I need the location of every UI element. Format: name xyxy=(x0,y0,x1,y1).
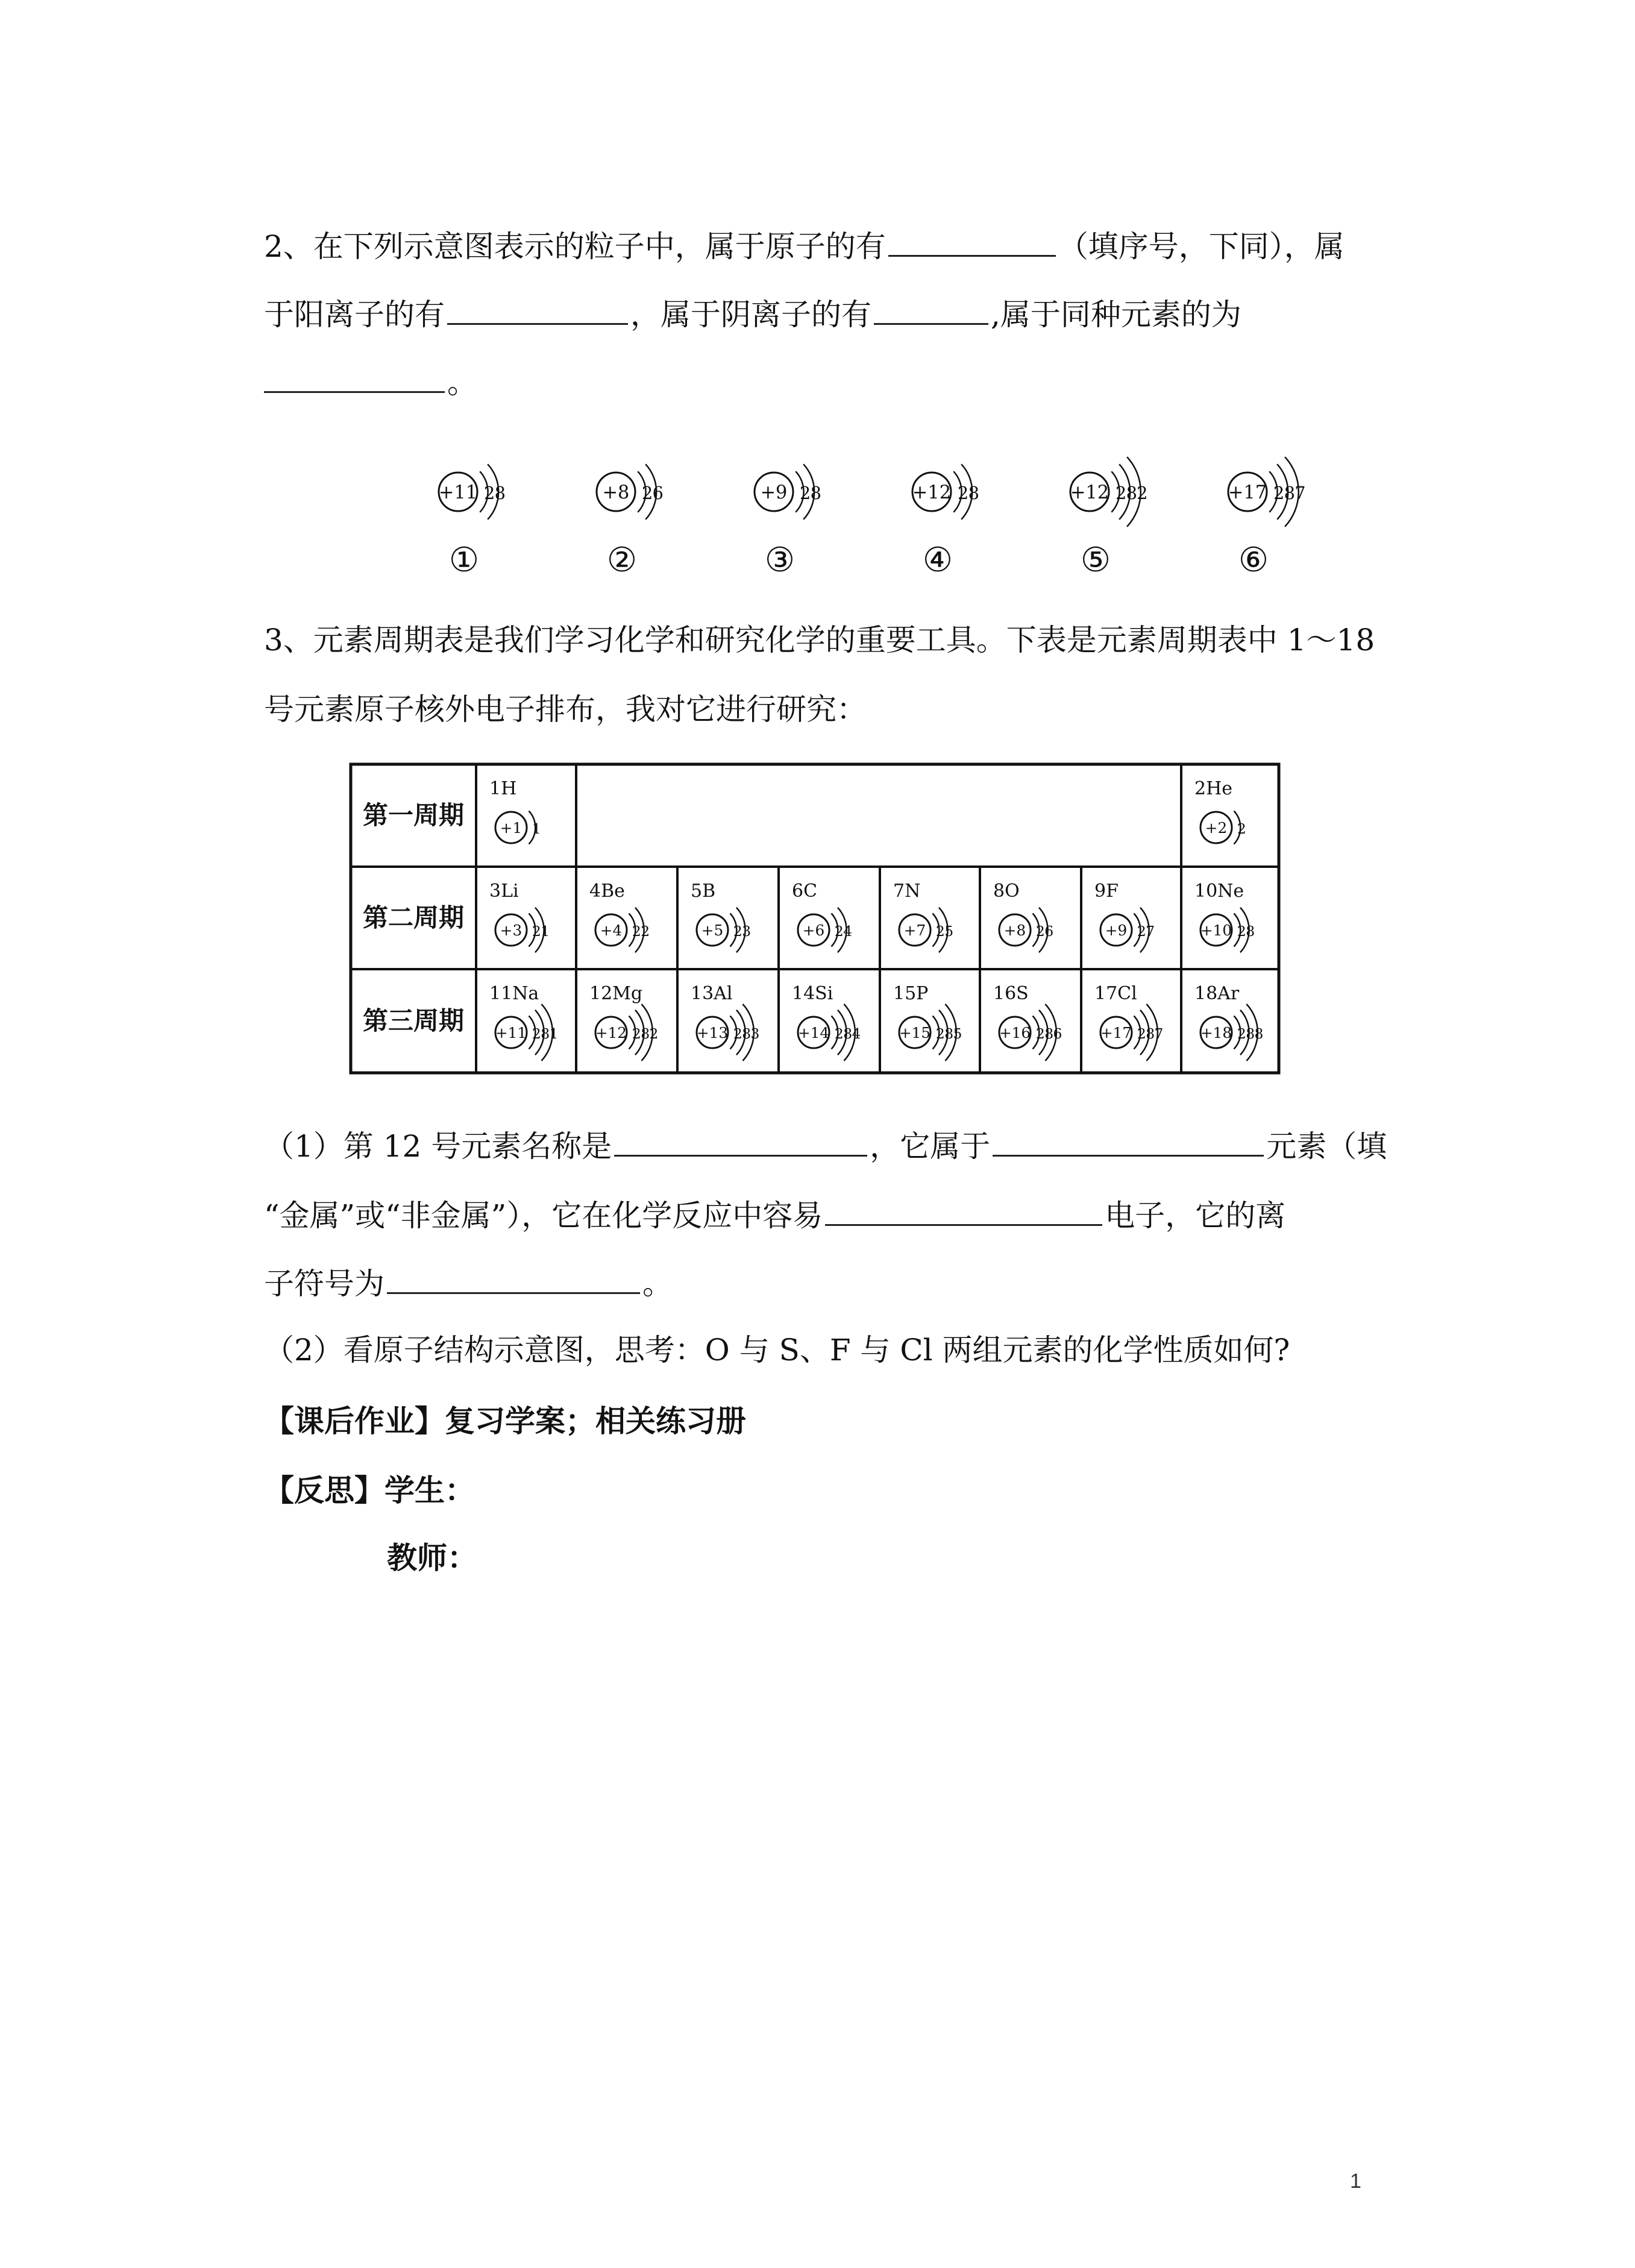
element-symbol: 2He xyxy=(1194,778,1233,799)
shell-electron-count: 2 xyxy=(1137,922,1146,940)
shell-electron-count: 2 xyxy=(1035,1025,1045,1042)
shell-electron-count: 8 xyxy=(742,1025,752,1042)
shell-electron-count: 2 xyxy=(1137,1025,1146,1042)
shell-electron-count: 2 xyxy=(1273,483,1285,504)
atom-structure xyxy=(595,1004,658,1061)
atom-structure xyxy=(439,464,506,520)
shell-electron-count: 3 xyxy=(750,1025,760,1042)
shell-electron-count: 8 xyxy=(1254,1025,1264,1042)
nucleus-charge: +17 xyxy=(1100,1024,1132,1042)
shell-electron-count: 2 xyxy=(1137,483,1148,504)
element-symbol: 1H xyxy=(489,778,517,799)
nucleus-charge: +14 xyxy=(797,1024,830,1042)
shell-electron-count: 2 xyxy=(733,1025,742,1042)
atom-structure xyxy=(798,1004,861,1061)
shell-electron-count: 2 xyxy=(1035,922,1045,940)
shell-electron-count: 8 xyxy=(1146,1025,1155,1042)
atom-structure xyxy=(697,908,751,952)
atom-structure xyxy=(755,464,821,520)
shell-electron-count: 1 xyxy=(532,820,541,837)
atom-structure xyxy=(1228,457,1306,527)
q2-line1 xyxy=(264,227,1385,265)
q3-sub1-text-2: ，它属于 xyxy=(870,1129,991,1164)
nucleus-charge: +18 xyxy=(1200,1024,1232,1042)
shell-electron-count: 2 xyxy=(532,922,541,940)
shell-electron-count: 2 xyxy=(935,1025,945,1042)
atom-structure xyxy=(697,1004,759,1061)
answer-blank-metal-type[interactable] xyxy=(993,1127,1264,1157)
element-symbol: 13Al xyxy=(691,983,733,1004)
shell-electron-count: 1 xyxy=(541,922,550,940)
shell-electron-count: 2 xyxy=(483,483,495,504)
shell-electron-count: 6 xyxy=(1053,1025,1062,1042)
q2-line3 xyxy=(264,363,1385,401)
element-symbol: 3Li xyxy=(489,881,519,902)
particle-label: ① xyxy=(448,541,480,580)
element-symbol: 16S xyxy=(993,983,1029,1004)
particle-label: ③ xyxy=(764,541,796,580)
q3-sub1-line2 xyxy=(264,1196,1385,1234)
atom-structure xyxy=(1100,908,1155,952)
q3-sub1-line1 xyxy=(264,1127,1385,1164)
q2-text-2: （填序号，下同），属 xyxy=(1058,229,1345,264)
shell-electron-count: 6 xyxy=(652,483,664,504)
shell-electron-count: 2 xyxy=(1237,1025,1246,1042)
q2-text-1: 2、在下列示意图表示的粒子中，属于原子的有 xyxy=(264,229,886,264)
element-symbol: 11Na xyxy=(489,983,539,1004)
nucleus-charge: +16 xyxy=(999,1024,1031,1042)
shell-electron-count: 8 xyxy=(641,1025,650,1042)
answer-blank-atoms[interactable] xyxy=(888,227,1056,257)
q3-line2: 号元素原子核外电子排布，我对它进行研究： xyxy=(264,692,867,727)
element-symbol: 12Mg xyxy=(589,983,643,1004)
reflection-teacher: 教师： xyxy=(387,1540,477,1575)
shell-electron-count: 2 xyxy=(733,922,742,940)
shell-electron-count: 7 xyxy=(1146,922,1155,940)
atom-structure xyxy=(495,908,550,952)
shell-electron-count: 6 xyxy=(1044,922,1054,940)
q2-line2 xyxy=(264,295,1385,333)
shell-electron-count: 1 xyxy=(549,1025,559,1042)
shell-electron-count: 7 xyxy=(1295,483,1306,504)
atom-structure xyxy=(798,908,852,952)
homework-text: 复习学案；相关练习册 xyxy=(445,1403,746,1439)
nucleus-charge: +3 xyxy=(500,922,523,940)
answer-blank-element-name[interactable] xyxy=(614,1127,867,1157)
answer-blank-same-element[interactable] xyxy=(264,363,445,393)
shell-electron-count: 5 xyxy=(953,1025,962,1042)
shell-electron-count: 7 xyxy=(1154,1025,1164,1042)
atom-structure xyxy=(597,464,664,520)
atom-structure xyxy=(999,1004,1062,1061)
nucleus-charge: +12 xyxy=(1070,482,1109,504)
q3-sub1-text-7: 。 xyxy=(642,1266,673,1301)
q2-text-3: 于阳离子的有 xyxy=(264,297,445,332)
shell-electron-count: 2 xyxy=(957,483,969,504)
q3-sub1-text-1: （1）第 12 号元素名称是 xyxy=(264,1129,612,1164)
nucleus-charge: +11 xyxy=(495,1024,527,1042)
nucleus-charge: +15 xyxy=(899,1024,931,1042)
shell-electron-count: 2 xyxy=(632,1025,641,1042)
shell-electron-count: 8 xyxy=(944,1025,954,1042)
atom-structure xyxy=(1100,1004,1163,1061)
reflection-line xyxy=(264,1472,1385,1509)
period-label: 第一周期 xyxy=(362,800,465,830)
nucleus-charge: +13 xyxy=(696,1024,729,1042)
element-symbol: 10Ne xyxy=(1194,881,1244,902)
q3-sub1-line3 xyxy=(264,1264,1385,1302)
answer-blank-ion-symbol[interactable] xyxy=(387,1264,640,1294)
element-symbol: 14Si xyxy=(792,983,833,1004)
answer-blank-cations[interactable] xyxy=(447,295,628,325)
atom-structure xyxy=(495,1004,558,1061)
nucleus-charge: +7 xyxy=(903,922,926,940)
nucleus-charge: +4 xyxy=(600,922,623,940)
shell-electron-count: 2 xyxy=(649,1025,659,1042)
shell-electron-count: 8 xyxy=(843,1025,853,1042)
particle-label: ⑥ xyxy=(1238,541,1269,580)
particle-label: ⑤ xyxy=(1080,541,1111,580)
shell-electron-count: 2 xyxy=(834,1025,844,1042)
nucleus-charge: +9 xyxy=(760,482,788,504)
shell-electron-count: 2 xyxy=(641,483,653,504)
atom-structure xyxy=(899,1004,962,1061)
atom-structure xyxy=(912,464,979,520)
q3-sub1-text-6: 子符号为 xyxy=(264,1266,384,1301)
atom-structure xyxy=(1200,811,1246,844)
period-label: 第二周期 xyxy=(362,903,465,932)
q2-text-5: ,属于同种元素的为 xyxy=(991,297,1241,332)
shell-electron-count: 3 xyxy=(742,922,752,940)
element-symbol: 9F xyxy=(1094,881,1119,902)
element-symbol: 18Ar xyxy=(1194,983,1240,1004)
atom-structure xyxy=(595,908,650,952)
shell-electron-count: 2 xyxy=(799,483,811,504)
shell-electron-count: 8 xyxy=(1246,1025,1255,1042)
atom-structure xyxy=(495,811,541,844)
particle-label: ④ xyxy=(922,541,953,580)
q3-sub2: （2）看原子结构示意图，思考：O 与 S、F 与 Cl 两组元素的化学性质如何? xyxy=(264,1333,1290,1368)
homework-label: 【课后作业】 xyxy=(264,1403,445,1439)
shell-electron-count: 2 xyxy=(834,922,844,940)
q2-text-4: ，属于阴离子的有 xyxy=(630,297,871,332)
atom-structure xyxy=(1200,908,1255,952)
periodic-table-diagram xyxy=(351,764,1279,1073)
shell-electron-count: 2 xyxy=(632,922,641,940)
nucleus-charge: +11 xyxy=(438,482,478,504)
shell-electron-count: 2 xyxy=(532,1025,541,1042)
page-number: 1 xyxy=(1350,2170,1361,2193)
element-symbol: 15P xyxy=(893,983,929,1004)
shell-electron-count: 4 xyxy=(852,1025,861,1042)
element-symbol: 4Be xyxy=(589,881,625,902)
nucleus-charge: +1 xyxy=(500,819,523,837)
shell-electron-count: 2 xyxy=(1115,483,1127,504)
particle-label: ② xyxy=(606,541,638,580)
homework-line xyxy=(264,1403,1385,1439)
shell-electron-count: 8 xyxy=(1284,483,1295,504)
atom-structure xyxy=(1200,1004,1263,1061)
q3-sub1-text-4: “金属”或“非金属”），它在化学反应中容易 xyxy=(264,1198,823,1233)
shell-electron-count: 5 xyxy=(944,922,954,940)
shell-electron-count: 2 xyxy=(1237,820,1246,837)
nucleus-charge: +6 xyxy=(802,922,825,940)
shell-electron-count: 2 xyxy=(641,922,650,940)
nucleus-charge: +8 xyxy=(602,482,630,504)
shell-electron-count: 8 xyxy=(541,1025,550,1042)
shell-electron-count: 8 xyxy=(810,483,821,504)
q3-sub1-text-5: 电子，它的离 xyxy=(1105,1198,1286,1233)
q2-text-6: 。 xyxy=(447,365,477,400)
nucleus-charge: +5 xyxy=(701,922,724,940)
shell-electron-count: 2 xyxy=(935,922,945,940)
reflection-label: 【反思】 xyxy=(264,1472,384,1508)
nucleus-charge: +9 xyxy=(1105,922,1128,940)
reflection-student: 学生： xyxy=(384,1472,475,1508)
shell-electron-count: 8 xyxy=(494,483,506,504)
period-label: 第三周期 xyxy=(362,1006,465,1035)
element-symbol: 8O xyxy=(993,881,1020,902)
shell-electron-count: 4 xyxy=(843,922,853,940)
answer-blank-anions[interactable] xyxy=(874,295,988,325)
shell-electron-count: 8 xyxy=(968,483,979,504)
shell-electron-count: 8 xyxy=(1246,922,1255,940)
shell-electron-count: 2 xyxy=(1237,922,1246,940)
atom-structure xyxy=(1070,457,1148,527)
nucleus-charge: +10 xyxy=(1200,922,1232,940)
nucleus-charge: +17 xyxy=(1228,482,1267,504)
element-symbol: 5B xyxy=(691,881,716,902)
nucleus-charge: +12 xyxy=(912,482,952,504)
element-symbol: 6C xyxy=(792,881,818,902)
particle-diagrams xyxy=(422,439,1306,589)
shell-electron-count: 8 xyxy=(1044,1025,1054,1042)
atom-structure xyxy=(999,908,1053,952)
nucleus-charge: +8 xyxy=(1003,922,1026,940)
element-symbol: 17Cl xyxy=(1094,983,1137,1004)
q3-line1: 3、元素周期表是我们学习化学和研究化学的重要工具。下表是元素周期表中 1～18 xyxy=(264,623,1375,658)
element-symbol: 7N xyxy=(893,881,921,902)
answer-blank-electron-behavior[interactable] xyxy=(825,1196,1102,1226)
q3-sub1-text-3: 元素（填 xyxy=(1266,1129,1387,1164)
shell-electron-count: 8 xyxy=(1126,483,1137,504)
nucleus-charge: +2 xyxy=(1205,819,1228,837)
atom-structure xyxy=(899,908,953,952)
nucleus-charge: +12 xyxy=(595,1024,627,1042)
